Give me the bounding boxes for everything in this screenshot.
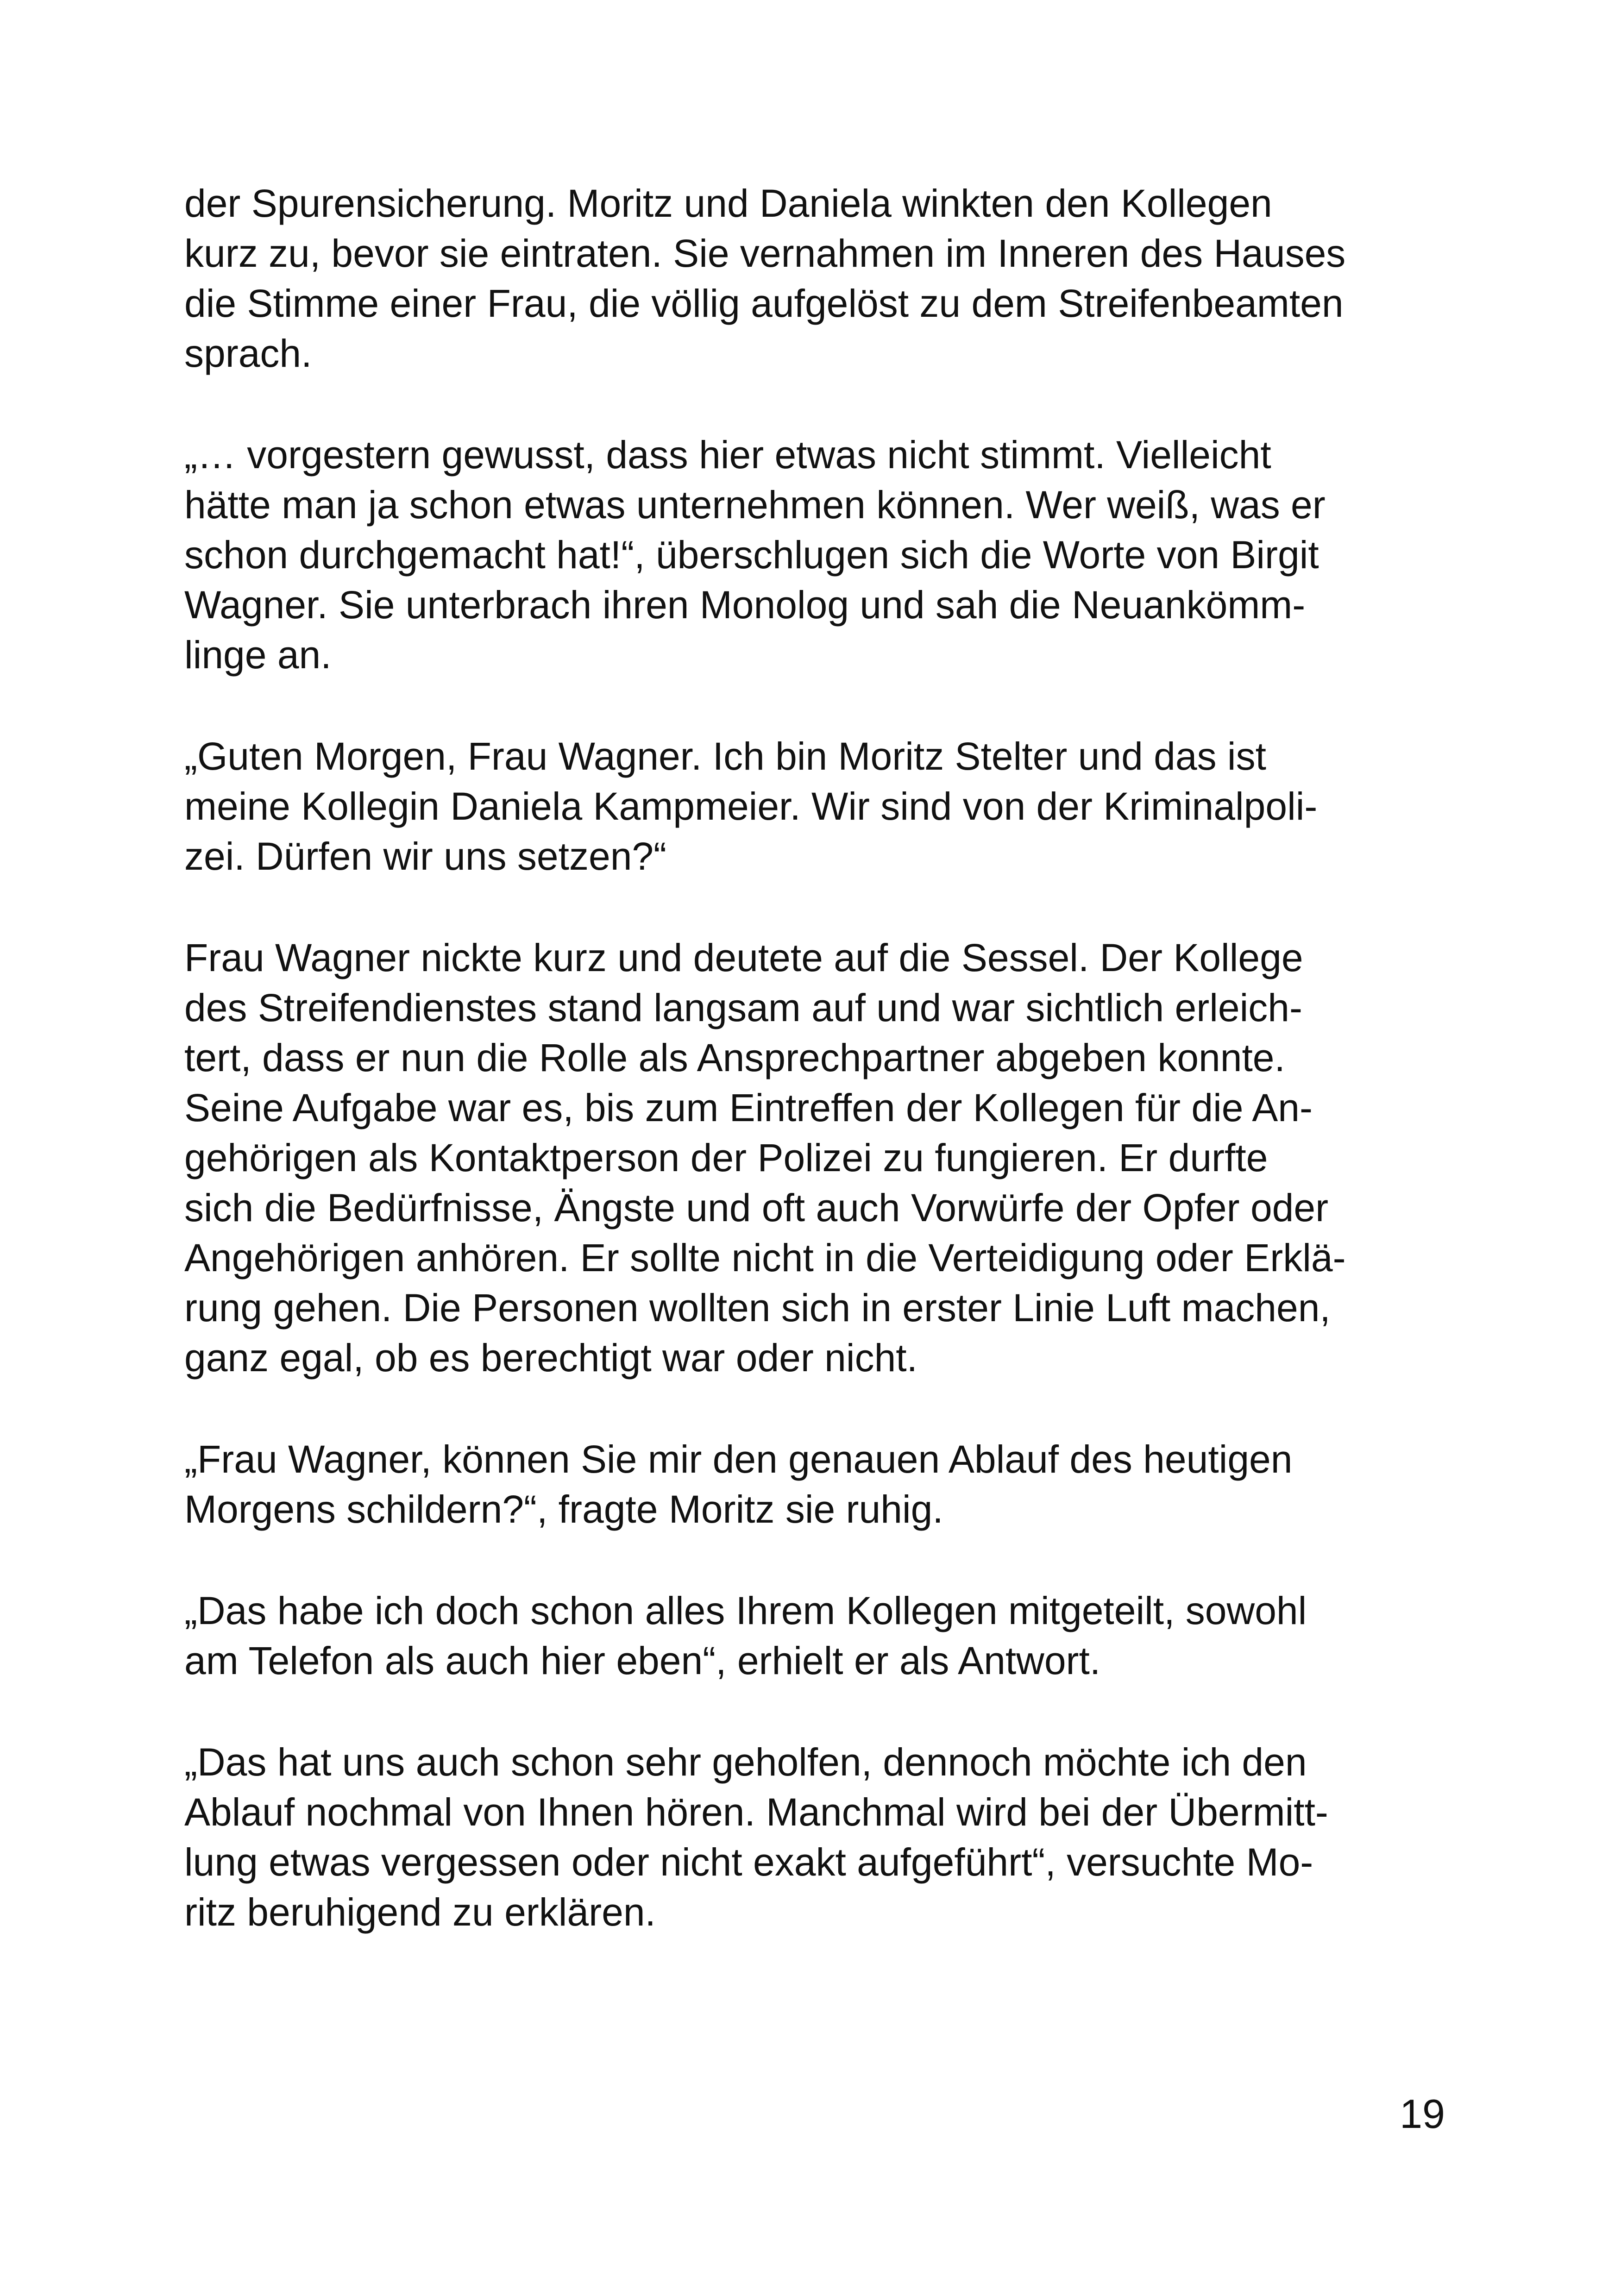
text-line: Wagner. Sie unterbrach ihren Monolog und sah die Neuankömm- xyxy=(184,583,1306,627)
paragraph xyxy=(184,1434,1449,1534)
text-line: „… vorgestern gewusst, dass hier etwas nicht stimmt. Vielleicht xyxy=(184,433,1271,477)
text-line: am Telefon als auch hier eben“, erhielt er als Antwort. xyxy=(184,1639,1101,1682)
text-line: der Spurensicherung. Moritz und Daniela winkten den Kollegen xyxy=(184,182,1272,225)
text-line: zei. Dürfen wir uns setzen?“ xyxy=(184,834,667,878)
text-line: „Das hat uns auch schon sehr geholfen, dennoch möchte ich den xyxy=(184,1740,1307,1784)
text-line: „Frau Wagner, können Sie mir den genauen Ablauf des heutigen xyxy=(184,1437,1293,1481)
text-line: „Guten Morgen, Frau Wagner. Ich bin Moritz Stelter und das ist xyxy=(184,734,1266,778)
paragraph xyxy=(184,933,1449,1383)
text-line: gehörigen als Kontaktperson der Polizei zu fungieren. Er durfte xyxy=(184,1136,1268,1179)
text-line: kurz zu, bevor sie eintraten. Sie vernahmen im Inneren des Hauses xyxy=(184,232,1346,275)
paragraph xyxy=(184,731,1449,881)
text-line: schon durchgemacht hat!“, überschlugen sich die Worte von Birgit xyxy=(184,533,1319,577)
text-line: hätte man ja schon etwas unternehmen können. Wer weiß, was er xyxy=(184,483,1326,527)
text-line: ritz beruhigend zu erklären. xyxy=(184,1890,656,1934)
text-line: Frau Wagner nickte kurz und deutete auf die Sessel. Der Kollege xyxy=(184,936,1303,979)
text-line: meine Kollegin Daniela Kampmeier. Wir sind von der Kriminalpoli- xyxy=(184,784,1318,828)
text-line: lung etwas vergessen oder nicht exakt aufgeführt“, versuchte Mo- xyxy=(184,1840,1313,1884)
text-line: linge an. xyxy=(184,633,332,677)
text-line: die Stimme einer Frau, die völlig aufgelöst zu dem Streifenbeamten xyxy=(184,282,1344,325)
paragraph xyxy=(184,1586,1449,1686)
page-number: 19 xyxy=(1400,2091,1445,2137)
text-line: tert, dass er nun die Rolle als Ansprechpartner abgeben konnte. xyxy=(184,1036,1285,1079)
text-line: sprach. xyxy=(184,332,312,375)
paragraph xyxy=(184,1737,1449,1937)
text-line: Seine Aufgabe war es, bis zum Eintreffen der Kollegen für die An- xyxy=(184,1086,1313,1129)
text-line: Ablauf nochmal von Ihnen hören. Manchmal wird bei der Übermitt- xyxy=(184,1790,1328,1834)
text-line: Morgens schildern?“, fragte Moritz sie ruhig. xyxy=(184,1487,943,1531)
text-line: „Das habe ich doch schon alles Ihrem Kollegen mitgeteilt, sowohl xyxy=(184,1589,1307,1632)
text-line: des Streifendienstes stand langsam auf und war sichtlich erleich- xyxy=(184,986,1302,1029)
paragraph xyxy=(184,178,1449,378)
text-line: ganz egal, ob es berechtigt war oder nicht. xyxy=(184,1336,917,1380)
body-text xyxy=(184,178,1449,1989)
text-line: sich die Bedürfnisse, Ängste und oft auch Vorwürfe der Opfer oder xyxy=(184,1186,1329,1230)
text-line: Angehörigen anhören. Er sollte nicht in die Verteidigung oder Erklä- xyxy=(184,1236,1346,1280)
paragraph xyxy=(184,430,1449,680)
text-line: rung gehen. Die Personen wollten sich in erster Linie Luft machen, xyxy=(184,1286,1331,1330)
